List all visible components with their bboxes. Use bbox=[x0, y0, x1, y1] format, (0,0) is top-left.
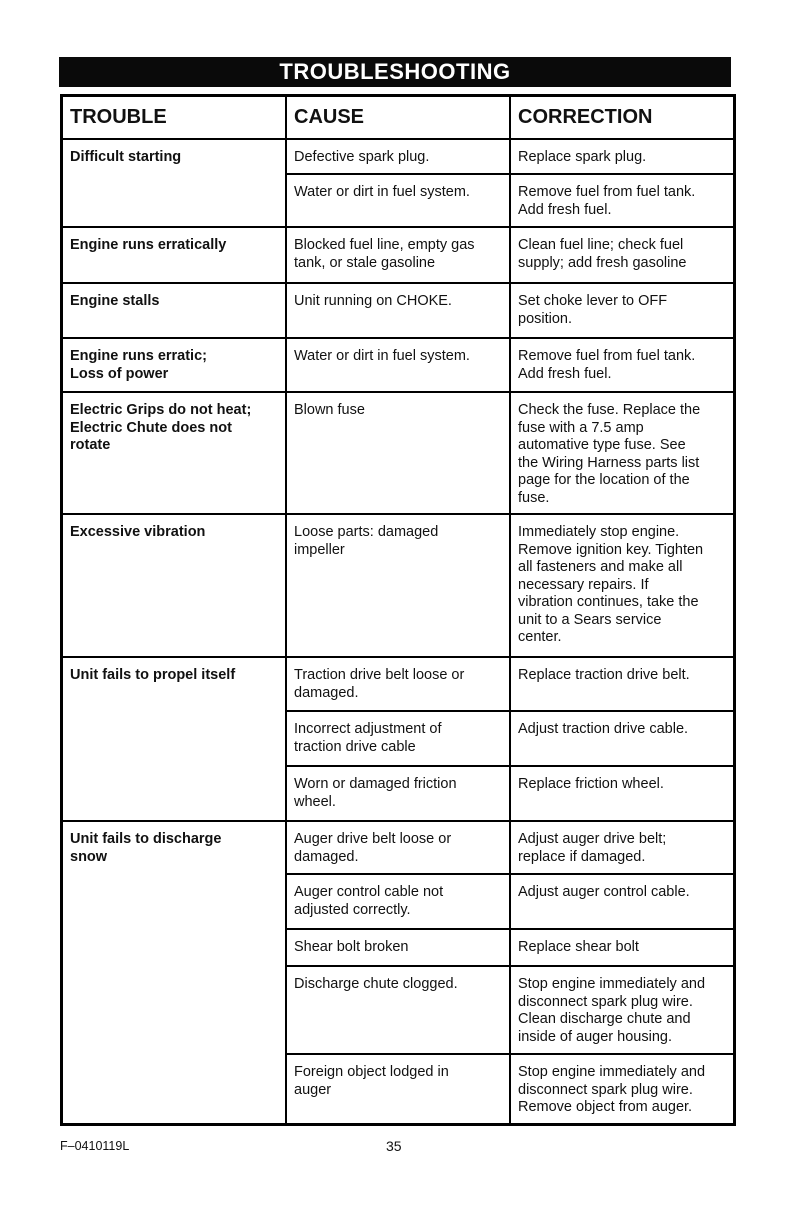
cause-cell: Foreign object lodged in auger bbox=[294, 1064, 449, 1098]
cause-cell: Water or dirt in fuel system. bbox=[287, 339, 509, 393]
correction-column bbox=[511, 97, 733, 1123]
cause-cell: Traction drive belt loose or damaged. bbox=[287, 658, 509, 712]
cause-cell: Defective spark plug. bbox=[287, 140, 509, 175]
correction-cell: Clean fuel line; check fuel supply; add fresh gasoline bbox=[511, 228, 733, 284]
correction-cell: Replace spark plug. bbox=[511, 140, 733, 175]
correction-cell: Adjust traction drive cable. bbox=[511, 712, 733, 767]
correction-header: CORRECTION bbox=[511, 97, 733, 140]
correction-cell: Stop engine immediately and disconnect spark plug wire. Clean discharge chute and inside of auger housing. bbox=[511, 967, 733, 1055]
correction-cell: Immediately stop engine. Remove ignition key. Tighten all fasteners and make all necessary repairs. If vibration continues, take the unit to a Sears service center. bbox=[511, 515, 733, 658]
correction-cell: Replace friction wheel. bbox=[511, 767, 733, 822]
troubleshooting-table bbox=[60, 94, 736, 1126]
trouble-cell: Excessive vibration bbox=[63, 515, 285, 658]
cause-cell: Blown fuse bbox=[287, 393, 509, 515]
correction-cell: Replace shear bolt bbox=[511, 930, 733, 967]
cause-cell: Loose parts: damaged impeller bbox=[287, 515, 509, 658]
trouble-header: TROUBLE bbox=[63, 97, 285, 140]
cause-cell: Unit running on CHOKE. bbox=[287, 284, 509, 339]
cause-cell: Blocked fuel line, empty gas tank, or stale gasoline bbox=[287, 228, 509, 284]
correction-cell: Remove fuel from fuel tank. Add fresh fuel. bbox=[511, 339, 733, 393]
document-code: F–0410119L bbox=[60, 1139, 130, 1153]
cause-cell: Worn or damaged friction wheel. bbox=[287, 767, 509, 822]
cause-column bbox=[287, 97, 511, 1123]
trouble-cell: Engine runs erratically bbox=[63, 228, 285, 284]
cause-header: CAUSE bbox=[287, 97, 509, 140]
cause-cell: Auger control cable not adjusted correctly. bbox=[287, 875, 509, 930]
cause-cell: Water or dirt in fuel system. bbox=[287, 175, 509, 228]
correction-cell: Stop engine immediately and disconnect spark plug wire. Remove object from auger. bbox=[518, 1064, 706, 1115]
correction-cell: Adjust auger drive belt; replace if damaged. bbox=[511, 822, 733, 875]
cause-cell: Discharge chute clogged. bbox=[287, 967, 509, 1055]
correction-cell: Adjust auger control cable. bbox=[511, 875, 733, 930]
trouble-column bbox=[63, 97, 287, 1123]
trouble-cell: Difficult starting bbox=[63, 140, 285, 228]
trouble-cell: Engine runs erratic; Loss of power bbox=[63, 339, 285, 393]
correction-cell: Remove fuel from fuel tank. Add fresh fuel. bbox=[511, 175, 733, 228]
cause-cell: Incorrect adjustment of traction drive cable bbox=[287, 712, 509, 767]
page-number: 35 bbox=[386, 1138, 402, 1154]
trouble-cell: Engine stalls bbox=[63, 284, 285, 339]
trouble-cell: Unit fails to discharge snow bbox=[70, 831, 222, 865]
correction-cell: Replace traction drive belt. bbox=[511, 658, 733, 712]
trouble-cell: Electric Grips do not heat; Electric Chute does not rotate bbox=[63, 393, 285, 515]
cause-cell: Auger drive belt loose or damaged. bbox=[287, 822, 509, 875]
page-title: TROUBLESHOOTING bbox=[59, 57, 731, 87]
correction-cell: Set choke lever to OFF position. bbox=[511, 284, 733, 339]
trouble-cell: Unit fails to propel itself bbox=[63, 658, 285, 822]
correction-cell: Check the fuse. Replace the fuse with a 7.5 amp automative type fuse. See the Wiring Harness parts list page for the location of the fuse. bbox=[511, 393, 733, 515]
cause-cell: Shear bolt broken bbox=[287, 930, 509, 967]
